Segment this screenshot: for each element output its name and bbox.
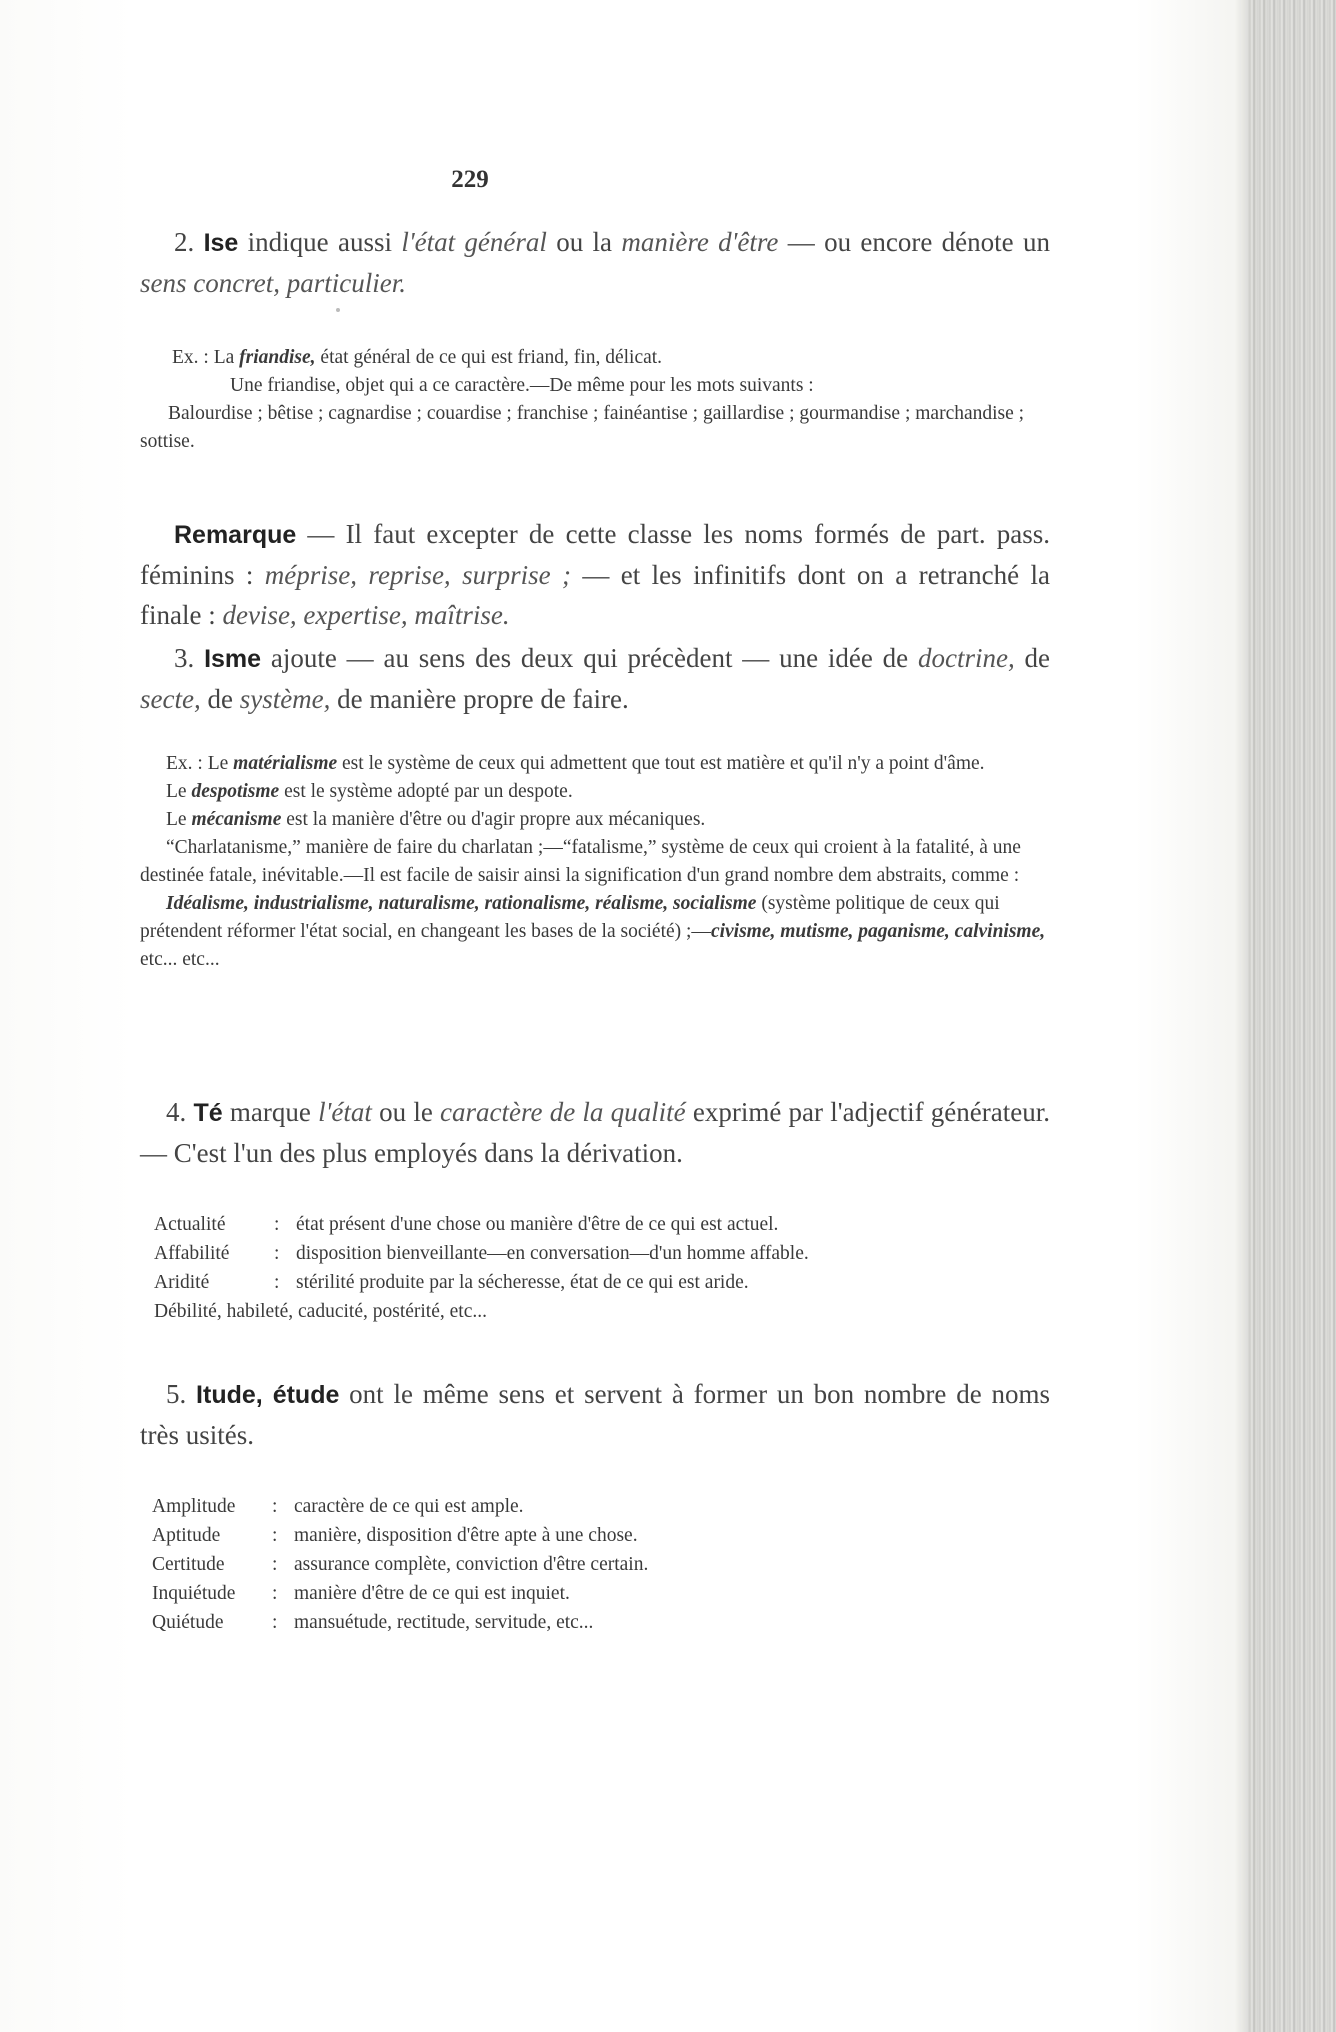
section-5-term: Itude, étude	[196, 1381, 340, 1409]
section-5-definitions	[152, 1492, 1032, 1637]
section-3-examples: Ex. : Le matérialisme est le système de ceux qui admettent que tout est matière et qu'il n'y a point d'âme. Le despotisme est le système adopté par un despote. Le mécanisme est la manière d'être ou d'agir propre aux mécaniques. “Charlatanisme,” manière de faire du charlatan ;—“fatalisme,” système de ceux qui croient à la fatalité, à une destinée fatale, inévitable.—Il est facile de saisir ainsi la signification d'un grand nombre dem abstraits, comme : Idéalisme, industrialisme, naturalisme, rationalisme, réalisme, socialisme (système politique de ceux qui prétendent réformer l'état social, en changeant les bases de la société) ;—civisme, mutisme, paganisme, calvinisme, etc... etc...	[140, 753, 1046, 970]
section-3-paragraph: 3. Isme ajoute — au sens des deux qui précèdent — une idée de doctrine, de secte, de système, de manière propre de faire.	[140, 643, 1051, 714]
ink-dot	[336, 308, 340, 312]
definition-row: Amplitude : caractère de ce qui est ample.	[152, 1496, 524, 1517]
section-4-term: Té	[193, 1099, 223, 1127]
definition-row: Affabilité : disposition bienveillante—en conversation—d'un homme affable.	[154, 1243, 809, 1264]
definition-row: Actualité : état présent d'une chose ou manière d'être de ce qui est actuel.	[154, 1214, 779, 1235]
definition-row: Quiétude : mansuétude, rectitude, servitude, etc...	[152, 1612, 594, 1633]
section-5-paragraph: 5. Itude, étude ont le même sens et servent à former un bon nombre de noms très usités.	[140, 1379, 1050, 1450]
section-4-definitions	[154, 1210, 1034, 1326]
page-number: 229	[451, 166, 489, 193]
definition-row: Aptitude : manière, disposition d'être apte à une chose.	[152, 1525, 638, 1546]
page-edge	[1248, 0, 1336, 2032]
remarque-paragraph: Remarque — Il faut excepter de cette classe les noms formés de part. pass. féminins : méprise, reprise, surprise ; — et les infinitifs dont on a retranché la finale : devise, expertise, maîtrise.	[140, 519, 1050, 630]
section-3-term: Isme	[204, 645, 262, 673]
section-2-examples: Ex. : La friandise, état général de ce qui est friand, fin, délicat. Une friandise, objet qui a ce caractère.—De même pour les mots suivants : Balourdise ; bêtise ; cagnardise ; couardise ; franchise ; fainéantise ; gaillardise ; gourmandise ; marchandise ; sottise.	[140, 347, 1025, 452]
definition-extra: Débilité, habileté, caducité, postérité, etc...	[154, 1301, 487, 1322]
remarque-term: Remarque	[174, 521, 297, 549]
definition-row: Aridité : stérilité produite par la sécheresse, état de ce qui est aride.	[154, 1272, 749, 1293]
section-2-term: Ise	[203, 229, 239, 257]
section-2-paragraph: 2. Ise indique aussi l'état général ou la manière d'être — ou encore dénote un sens concret, particulier.	[140, 227, 1050, 298]
definition-row: Certitude : assurance complète, conviction d'être certain.	[152, 1554, 649, 1575]
definition-row: Inquiétude : manière d'être de ce qui est inquiet.	[152, 1583, 570, 1604]
section-4-paragraph: 4. Té marque l'état ou le caractère de la qualité exprimé par l'adjectif générateur. — C'est l'un des plus employés dans la dérivation.	[140, 1097, 1050, 1168]
